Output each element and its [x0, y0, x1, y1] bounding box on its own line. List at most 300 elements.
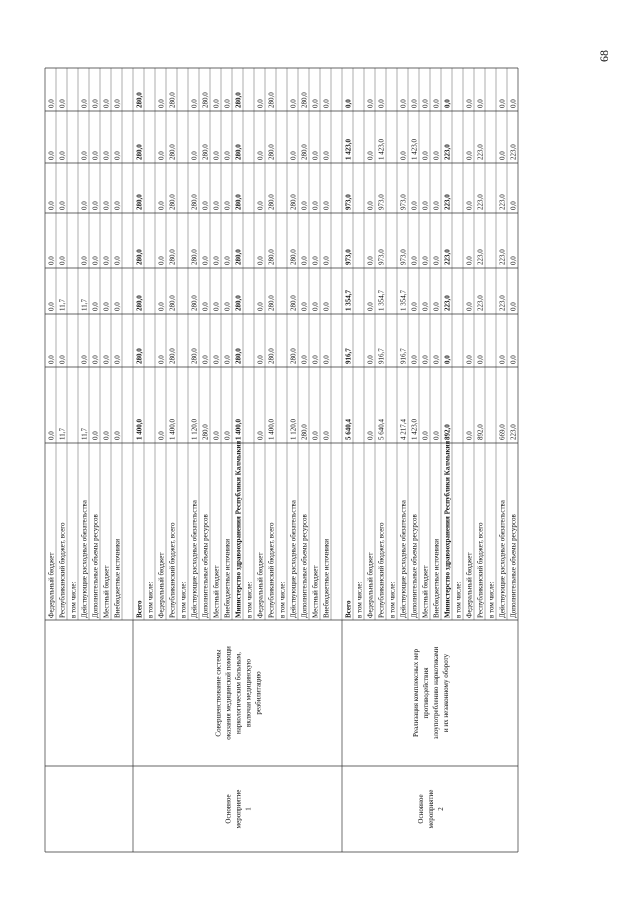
row-value: 280,0: [201, 92, 210, 108]
row-value: 0,0: [311, 302, 320, 311]
row-value: 0,0: [212, 431, 221, 440]
row-value: 0,0: [311, 201, 320, 210]
row-value: 0,0: [410, 99, 419, 108]
row-value: 973,0: [344, 249, 353, 265]
row-value: 223,0: [498, 194, 507, 210]
row-value: 0,0: [432, 256, 441, 265]
table-row: [476, 99, 484, 618]
row-label: в том числе:: [245, 581, 254, 618]
row-value: 0,0: [366, 201, 375, 210]
row-value: 0,0: [322, 431, 331, 440]
row-value: 0,0: [300, 355, 309, 364]
row-value: 0,0: [410, 256, 419, 265]
row-value: 892,0: [443, 424, 452, 440]
row-value: 892,0: [476, 424, 485, 440]
row-value: 11,7: [80, 428, 89, 440]
row-value: 0,0: [91, 99, 100, 108]
table-row: [300, 92, 308, 618]
row-value: 0,0: [47, 302, 56, 311]
row-value: 0,0: [80, 355, 89, 364]
row-value: 0,0: [223, 201, 232, 210]
row-value: 0,0: [102, 355, 111, 364]
row-value: 0,0: [157, 99, 166, 108]
row-value: 0,0: [432, 431, 441, 440]
row-value: 280,0: [300, 424, 309, 440]
row-value: 0,0: [311, 99, 320, 108]
row-value: 223,0: [443, 144, 452, 160]
row-value: 1 400,0: [135, 419, 144, 440]
row-label: Федеральный бюджет: [157, 552, 166, 618]
row-label: Всего: [135, 600, 144, 618]
row-value: 0,0: [47, 151, 56, 160]
event-code-line: Основное: [224, 794, 233, 824]
row-value: 0,0: [223, 302, 232, 311]
row-value: 280,0: [135, 144, 144, 160]
row-value: 0,0: [102, 256, 111, 265]
row-value: 223,0: [443, 194, 452, 210]
row-label: в том числе:: [69, 581, 78, 618]
row-value: 0,0: [311, 256, 320, 265]
row-value: 0,0: [366, 302, 375, 311]
row-value: 223,0: [476, 144, 485, 160]
row-value: 0,0: [366, 256, 375, 265]
row-value: 0,0: [80, 201, 89, 210]
row-value: 223,0: [476, 295, 485, 311]
row-label: Республиканский бюджет, всего: [267, 522, 276, 618]
row-value: 0,0: [256, 151, 265, 160]
row-value: 0,0: [223, 151, 232, 160]
row-value: 0,0: [102, 99, 111, 108]
row-value: 11,7: [80, 299, 89, 311]
row-value: 0,0: [377, 99, 386, 108]
row-value: 0,0: [311, 431, 320, 440]
table-row: [80, 99, 88, 618]
row-label: в том числе:: [487, 581, 496, 618]
row-value: 0,0: [80, 256, 89, 265]
row-label: в том числе:: [179, 581, 188, 618]
row-value: 0,0: [366, 355, 375, 364]
row-value: 0,0: [366, 431, 375, 440]
row-value: 280,0: [168, 249, 177, 265]
table-row: [102, 99, 110, 618]
table-row: [421, 99, 429, 618]
row-value: 0,0: [465, 151, 474, 160]
row-value: 0,0: [201, 302, 210, 311]
row-value: 0,0: [509, 355, 518, 364]
row-value: 0,0: [322, 302, 331, 311]
row-value: 1 400,0: [267, 419, 276, 440]
row-value: 916,7: [344, 348, 353, 364]
row-value: 280,0: [289, 194, 298, 210]
row-value: 280,0: [234, 348, 243, 364]
row-value: 0,0: [223, 256, 232, 265]
row-value: 0,0: [289, 99, 298, 108]
row-value: 0,0: [201, 355, 210, 364]
row-value: 0,0: [256, 431, 265, 440]
row-value: 973,0: [344, 194, 353, 210]
row-label: Федеральный бюджет: [465, 552, 474, 618]
table-row: [212, 99, 220, 618]
row-value: 669,0: [498, 424, 507, 440]
row-value: 0,0: [509, 256, 518, 265]
row-label: Республиканский бюджет, всего: [377, 522, 386, 618]
row-label: в том числе:: [355, 581, 364, 618]
row-value: 0,0: [256, 355, 265, 364]
row-value: 0,0: [113, 256, 122, 265]
row-value: 223,0: [509, 424, 518, 440]
row-value: 280,0: [168, 295, 177, 311]
event-code-line: мероприятие: [234, 789, 243, 829]
row-label: Действующие расходные обязательства: [80, 500, 89, 618]
row-value: 280,0: [190, 249, 199, 265]
row-value: 280,0: [234, 92, 243, 108]
row-label: Местный бюджет: [212, 565, 221, 618]
row-value: 280,0: [234, 249, 243, 265]
row-value: 1 120,0: [190, 419, 199, 440]
row-value: 223,0: [476, 194, 485, 210]
row-value: 280,0: [201, 424, 210, 440]
row-value: 0,0: [157, 355, 166, 364]
row-value: 0,0: [102, 151, 111, 160]
row-value: 0,0: [212, 256, 221, 265]
row-value: 1 354,7: [344, 290, 353, 311]
row-value: 0,0: [47, 256, 56, 265]
row-label: Дополнительные объемы ресурсов: [91, 514, 100, 618]
row-value: 0,0: [256, 302, 265, 311]
table-row: [289, 99, 297, 618]
table-row: [58, 99, 66, 618]
row-label: Местный бюджет: [311, 565, 320, 618]
row-value: 0,0: [322, 201, 331, 210]
row-value: 0,0: [498, 99, 507, 108]
table-row: [179, 581, 187, 618]
row-label: в том числе:: [454, 581, 463, 618]
row-label: Министерство здравоохранения Республики Калмыкия: [234, 440, 243, 618]
table-row: [344, 99, 352, 618]
table-row: [355, 581, 363, 618]
row-label: Внебюджетные источники: [322, 538, 331, 618]
row-value: 223,0: [498, 249, 507, 265]
row-value: 0,0: [421, 99, 430, 108]
table-row: [91, 99, 99, 618]
row-value: 0,0: [190, 99, 199, 108]
event-name-line: Совершенствование системы: [214, 649, 223, 737]
event-name-line: реабилитацию: [254, 671, 263, 715]
row-value: 280,0: [267, 92, 276, 108]
row-value: 0,0: [421, 201, 430, 210]
row-value: 280,0: [267, 194, 276, 210]
row-value: 223,0: [443, 295, 452, 311]
row-value: 280,0: [267, 295, 276, 311]
row-value: 0,0: [157, 431, 166, 440]
row-label: Дополнительные объемы ресурсов: [201, 514, 210, 618]
row-value: 0,0: [58, 151, 67, 160]
row-value: 280,0: [201, 144, 210, 160]
row-value: 0,0: [498, 355, 507, 364]
row-value: 223,0: [509, 144, 518, 160]
row-value: 0,0: [432, 151, 441, 160]
row-value: 0,0: [47, 431, 56, 440]
row-value: 0,0: [80, 99, 89, 108]
row-value: 0,0: [80, 151, 89, 160]
row-value: 0,0: [157, 256, 166, 265]
row-label: в том числе:: [278, 581, 287, 618]
row-value: 0,0: [410, 355, 419, 364]
row-value: 280,0: [168, 92, 177, 108]
table-row: [245, 581, 253, 618]
event-name-line: оказания медицинской помощи: [224, 646, 233, 740]
row-value: 0,0: [509, 201, 518, 210]
row-value: 0,0: [421, 431, 430, 440]
row-value: 0,0: [465, 201, 474, 210]
row-value: 0,0: [432, 302, 441, 311]
row-value: 0,0: [58, 99, 67, 108]
table-row: [366, 99, 374, 618]
row-value: 0,0: [113, 201, 122, 210]
row-value: 280,0: [267, 348, 276, 364]
row-value: 973,0: [399, 194, 408, 210]
row-label: Федеральный бюджет: [47, 552, 56, 618]
row-value: 280,0: [267, 144, 276, 160]
row-value: 280,0: [168, 144, 177, 160]
row-value: 223,0: [498, 295, 507, 311]
row-value: 0,0: [58, 256, 67, 265]
row-label: Внебюджетные источники: [223, 538, 232, 618]
row-value: 0,0: [421, 151, 430, 160]
table-row: [454, 581, 462, 618]
row-label: Внебюджетные источники: [113, 538, 122, 618]
row-value: 0,0: [223, 431, 232, 440]
row-value: 1 423,0: [410, 419, 419, 440]
row-value: 0,0: [443, 99, 452, 108]
row-value: 0,0: [113, 355, 122, 364]
row-label: Внебюджетные источники: [432, 538, 441, 618]
row-value: 0,0: [212, 151, 221, 160]
row-label: Всего: [344, 600, 353, 618]
row-value: 1 400,0: [234, 419, 243, 440]
row-value: 0,0: [58, 355, 67, 364]
rotated-budget-table: [41, 38, 581, 858]
row-value: 11,7: [58, 299, 67, 311]
event-name-line: и их незаконному обороту: [442, 653, 450, 733]
row-value: 0,0: [102, 201, 111, 210]
event-name-line: Реализация комплексных мер: [412, 649, 420, 737]
row-label: Республиканский бюджет, всего: [168, 522, 177, 618]
row-value: 0,0: [476, 99, 485, 108]
row-value: 280,0: [289, 348, 298, 364]
row-value: 0,0: [212, 99, 221, 108]
event-code-line: 1: [244, 807, 253, 811]
row-value: 0,0: [91, 201, 100, 210]
row-value: 0,0: [91, 431, 100, 440]
row-value: 0,0: [223, 99, 232, 108]
row-value: 280,0: [168, 194, 177, 210]
row-value: 0,0: [102, 431, 111, 440]
row-label: Федеральный бюджет: [366, 552, 375, 618]
row-label: Действующие расходные обязательства: [289, 500, 298, 618]
row-value: 0,0: [256, 99, 265, 108]
row-label: Дополнительные объемы ресурсов: [300, 514, 309, 618]
row-value: 0,0: [91, 355, 100, 364]
table-row: [432, 99, 440, 618]
table-row: [157, 99, 165, 618]
row-value: 0,0: [410, 302, 419, 311]
row-value: 280,0: [135, 348, 144, 364]
row-value: 280,0: [135, 92, 144, 108]
row-value: 0,0: [91, 302, 100, 311]
row-value: 0,0: [421, 256, 430, 265]
row-value: 0,0: [399, 99, 408, 108]
row-value: 1 423,0: [410, 139, 419, 160]
row-value: 0,0: [47, 99, 56, 108]
row-value: 0,0: [91, 256, 100, 265]
row-value: 0,0: [212, 201, 221, 210]
row-value: 280,0: [234, 144, 243, 160]
table-row: [465, 99, 473, 618]
row-value: 4 217,4: [399, 419, 408, 440]
row-value: 0,0: [366, 99, 375, 108]
row-value: 0,0: [465, 355, 474, 364]
table-row: [256, 99, 264, 618]
row-label: в том числе:: [146, 581, 155, 618]
table-row: [223, 99, 231, 618]
event-name-line: включая медицинскую: [244, 659, 253, 727]
row-label: Действующие расходные обязательства: [399, 500, 408, 618]
row-value: 1 400,0: [168, 419, 177, 440]
row-value: 0,0: [465, 431, 474, 440]
row-value: 0,0: [399, 151, 408, 160]
row-value: 0,0: [465, 256, 474, 265]
row-value: 5 640,4: [344, 419, 353, 440]
table-row: [410, 99, 418, 618]
row-value: 0,0: [300, 256, 309, 265]
row-value: 0,0: [113, 302, 122, 311]
row-value: 0,0: [322, 151, 331, 160]
row-value: 0,0: [322, 99, 331, 108]
row-value: 280,0: [168, 348, 177, 364]
row-value: 0,0: [113, 151, 122, 160]
row-value: 1 354,7: [399, 290, 408, 311]
row-value: 1 120,0: [289, 419, 298, 440]
row-label: Местный бюджет: [421, 565, 430, 618]
row-value: 0,0: [322, 355, 331, 364]
row-value: 973,0: [377, 249, 386, 265]
row-value: 0,0: [91, 151, 100, 160]
row-value: 973,0: [399, 249, 408, 265]
row-value: 0,0: [410, 201, 419, 210]
row-value: 0,0: [113, 431, 122, 440]
row-value: 0,0: [47, 355, 56, 364]
row-value: 0,0: [432, 99, 441, 108]
row-value: 280,0: [135, 295, 144, 311]
row-value: 11,7: [58, 428, 67, 440]
row-value: 0,0: [157, 151, 166, 160]
row-value: 0,0: [476, 355, 485, 364]
table-row: [168, 92, 176, 618]
row-value: 0,0: [509, 99, 518, 108]
table-row: [311, 99, 319, 618]
row-value: 0,0: [201, 256, 210, 265]
row-value: 0,0: [432, 355, 441, 364]
event-name-line: наркологическим больным,: [234, 652, 243, 734]
event-name-line: противодействия: [422, 667, 430, 719]
row-value: 1 423,0: [344, 139, 353, 160]
event-code-line: мероприятие: [427, 789, 435, 829]
row-value: 0,0: [311, 151, 320, 160]
row-value: 0,0: [190, 151, 199, 160]
row-value: 0,0: [300, 302, 309, 311]
row-value: 0,0: [465, 99, 474, 108]
event-code-line: 2: [437, 807, 445, 811]
table-row: [47, 99, 55, 618]
row-label: Республиканский бюджет, всего: [476, 522, 485, 618]
row-value: 973,0: [377, 194, 386, 210]
row-value: 0,0: [256, 256, 265, 265]
row-value: 0,0: [113, 99, 122, 108]
table-row: [201, 92, 209, 618]
event-code-line: Основное: [417, 794, 425, 824]
row-label: Республиканский бюджет, всего: [58, 522, 67, 618]
row-value: 0,0: [443, 355, 452, 364]
row-value: 1 423,0: [377, 139, 386, 160]
row-value: 280,0: [234, 194, 243, 210]
row-value: 223,0: [443, 249, 452, 265]
table-row: [487, 581, 495, 618]
table-row: [322, 99, 330, 618]
row-label: в том числе:: [388, 581, 397, 618]
table-row: [135, 92, 143, 618]
table-row: [234, 92, 242, 618]
row-value: 0,0: [157, 201, 166, 210]
row-value: 0,0: [223, 355, 232, 364]
row-value: 0,0: [421, 302, 430, 311]
table-row: [113, 99, 121, 618]
row-value: 0,0: [432, 201, 441, 210]
row-label: Местный бюджет: [102, 565, 111, 618]
table-row: [498, 99, 506, 618]
row-value: 0,0: [47, 201, 56, 210]
table-row: [399, 99, 407, 618]
row-value: 0,0: [509, 302, 518, 311]
row-value: 280,0: [190, 194, 199, 210]
row-value: 0,0: [102, 302, 111, 311]
table-row: [267, 92, 275, 618]
row-value: 0,0: [421, 355, 430, 364]
row-value: 0,0: [322, 256, 331, 265]
row-label: Министерство здравоохранения Республики Калмыкия: [443, 440, 452, 618]
table-row: [388, 581, 396, 618]
row-value: 280,0: [190, 295, 199, 311]
row-label: Действующие расходные обязательства: [190, 500, 199, 618]
row-label: Федеральный бюджет: [256, 552, 265, 618]
row-value: 223,0: [476, 249, 485, 265]
row-value: 0,0: [212, 355, 221, 364]
table-row: [146, 581, 154, 618]
row-value: 0,0: [311, 355, 320, 364]
table-row: [190, 99, 198, 618]
row-value: 0,0: [157, 302, 166, 311]
row-value: 0,0: [498, 151, 507, 160]
row-value: 0,0: [344, 99, 353, 108]
row-value: 5 640,4: [377, 419, 386, 440]
row-value: 280,0: [300, 144, 309, 160]
row-value: 280,0: [135, 249, 144, 265]
row-value: 280,0: [300, 92, 309, 108]
row-label: Дополнительные объемы ресурсов: [509, 514, 518, 618]
table-row: [377, 99, 385, 618]
row-value: 280,0: [289, 295, 298, 311]
table-row: [278, 581, 286, 618]
